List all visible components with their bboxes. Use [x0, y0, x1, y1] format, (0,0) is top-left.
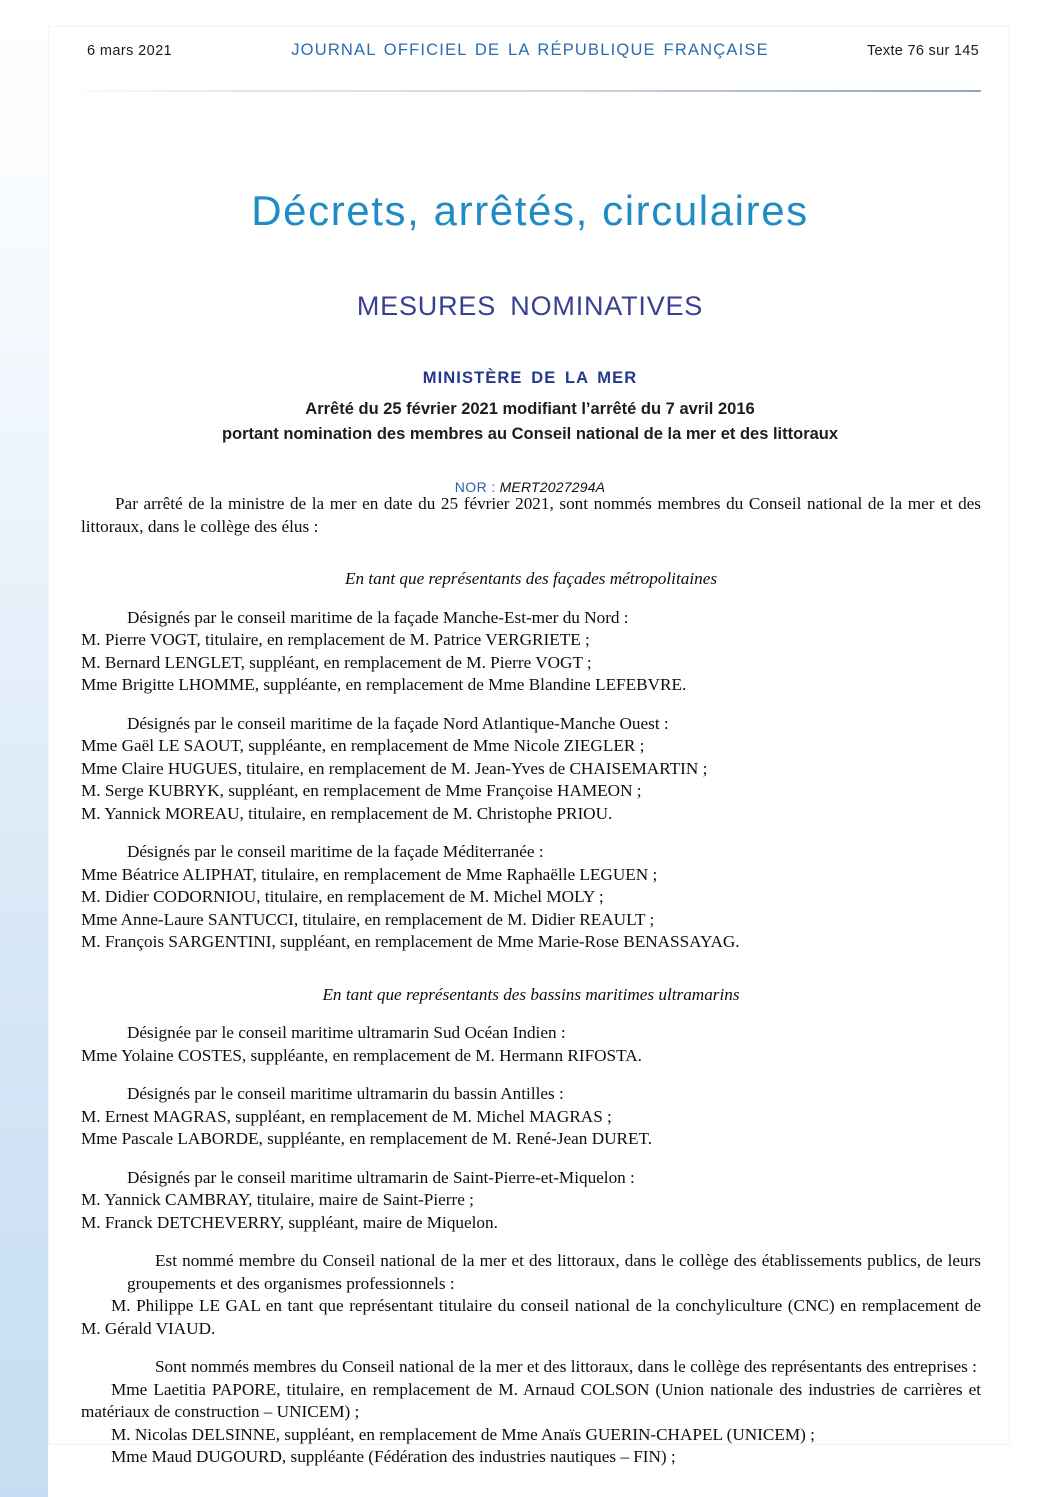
spacer: [81, 825, 981, 841]
page-subtitle: MESURES NOMINATIVES: [356, 291, 704, 321]
list-item: Mme Yolaine COSTES, suppléante, en remplacement de M. Hermann RIFOSTA.: [81, 1045, 642, 1065]
list-item: M. Franck DETCHEVERRY, suppléant, maire de Miquelon.: [81, 1212, 498, 1232]
spacer: [81, 538, 981, 568]
list-item: Mme Maud DUGOURD, suppléante (Fédération des industries nautiques – FIN) ;: [111, 1447, 676, 1466]
spacer: [81, 1067, 981, 1083]
list-item: M. Pierre VOGT, titulaire, en remplacement de M. Patrice VERGRIETE ;: [81, 630, 590, 649]
nor-value: MERT2027294A: [499, 479, 606, 495]
running-head: [49, 27, 1011, 91]
ministry-heading: MINISTÈRE DE LA MER: [422, 369, 638, 387]
page-title: Décrets, arrêtés, circulaires: [251, 187, 809, 234]
act-heading-line-2: portant nomination des membres au Conseil national de la mer et des littoraux: [221, 425, 839, 443]
section-heading-ultramarine: En tant que représentants des bassins maritimes ultramarins: [322, 984, 740, 1004]
publication-date: 6 mars 2021: [87, 43, 172, 59]
group-heading: Désignés par le conseil maritime ultramarin de Saint-Pierre-et-Miquelon :: [127, 1167, 635, 1187]
list-item: Mme Laetitia PAPORE, titulaire, en remplacement de M. Arnaud COLSON (Union nationale des industries de carrières et matériaux de construction – UNICEM) ;: [81, 1379, 981, 1421]
list-item: M. Serge KUBRYK, suppléant, en remplacement de Mme Françoise HAMEON ;: [81, 781, 642, 800]
list-item: Mme Gaël LE SAOUT, suppléante, en remplacement de Mme Nicole ZIEGLER ;: [81, 736, 645, 755]
section-heading-metropolitan: En tant que représentants des façades métropolitaines: [344, 569, 718, 588]
spacer: [81, 1006, 981, 1022]
list-item: Mme Béatrice ALIPHAT, titulaire, en remplacement de Mme Raphaëlle LEGUEN ;: [81, 864, 658, 884]
list-item: M. Nicolas DELSINNE, suppléant, en remplacement de Mme Anaïs GUERIN-CHAPEL (UNICEM) ;: [111, 1424, 815, 1444]
document-page: [48, 26, 1010, 1466]
list-item: M. Yannick MOREAU, titulaire, en remplacement de M. Christophe PRIOU.: [81, 803, 613, 823]
list-item: Mme Brigitte LHOMME, suppléante, en remplacement de Mme Blandine LEFEBVRE.: [81, 675, 687, 694]
intro-paragraph: Par arrêté de la ministre de la mer en date du 25 février 2021, sont nommés membres du Conseil national de la mer et des littoraux, dans le collège des élus :: [81, 494, 981, 536]
group-heading: Désignée par le conseil maritime ultramarin Sud Océan Indien :: [127, 1023, 566, 1042]
list-item: Mme Pascale LABORDE, suppléante, en remplacement de M. René-Jean DURET.: [81, 1129, 652, 1148]
left-decorative-band: [0, 0, 48, 1497]
list-item: M. Didier CODORNIOU, titulaire, en remplacement de M. Michel MOLY ;: [81, 887, 604, 906]
enterprises-intro: Sont nommés membres du Conseil national de la mer et des littoraux, dans le collège des représentants des entreprises :: [155, 1357, 977, 1376]
nor-label: NOR :: [454, 479, 496, 495]
spacer: [81, 1340, 981, 1356]
list-item: M. François SARGENTINI, suppléant, en remplacement de Mme Marie-Rose BENASSAYAG.: [81, 932, 740, 951]
spacer: [81, 591, 981, 607]
text-reference: Texte 76 sur 145: [866, 43, 979, 59]
spacer: [81, 697, 981, 713]
spacer: [81, 1151, 981, 1167]
group-heading: Désignés par le conseil maritime de la façade Méditerranée :: [127, 842, 544, 861]
list-item: Mme Anne-Laure SANTUCCI, titulaire, en remplacement de M. Didier REAULT ;: [81, 909, 655, 929]
document-body: [81, 493, 981, 1469]
list-item: M. Yannick CAMBRAY, titulaire, maire de Saint-Pierre ;: [81, 1190, 474, 1209]
list-item: M. Bernard LENGLET, suppléant, en remplacement de M. Pierre VOGT ;: [81, 652, 592, 672]
spacer: [81, 1234, 981, 1250]
journal-title: JOURNAL OFFICIEL DE LA RÉPUBLIQUE FRANÇAISE: [291, 41, 769, 59]
public-establishments-intro: Est nommé membre du Conseil national de la mer et des littoraux, dans le collège des établissements publics, de leurs groupements et des organismes professionnels :: [127, 1251, 981, 1293]
act-heading-line-1: Arrêté du 25 février 2021 modifiant l’arrêté du 7 avril 2016: [305, 400, 755, 418]
list-item: M. Ernest MAGRAS, suppléant, en remplacement de M. Michel MAGRAS ;: [81, 1106, 612, 1126]
public-establishments-entry: M. Philippe LE GAL en tant que représentant titulaire du conseil national de la conchyliculture (CNC) en remplacement de M. Gérald VIAUD.: [81, 1296, 981, 1338]
list-item: Mme Claire HUGUES, titulaire, en remplacement de M. Jean-Yves de CHAISEMARTIN ;: [81, 758, 708, 778]
group-heading: Désignés par le conseil maritime de la façade Manche-Est-mer du Nord :: [127, 607, 629, 627]
act-heading: [119, 397, 941, 447]
group-heading: Désignés par le conseil maritime de la façade Nord Atlantique-Manche Ouest :: [127, 713, 669, 733]
group-heading: Désignés par le conseil maritime ultramarin du bassin Antilles :: [127, 1084, 564, 1103]
spacer: [81, 954, 981, 984]
header-divider: [79, 90, 981, 92]
